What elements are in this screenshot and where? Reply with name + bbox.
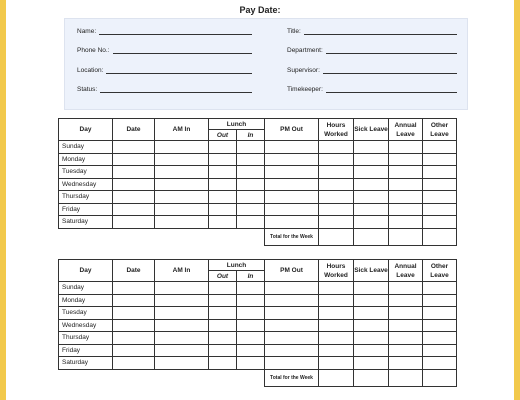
col-lunch-in-header: In [237,271,265,282]
col-hours-header: Hours Worked [319,119,354,141]
entry-cell[interactable] [265,203,319,216]
entry-cell[interactable] [389,307,423,320]
day-label: Saturday [59,357,113,370]
entry-cell[interactable] [155,216,209,229]
table-row [59,307,457,320]
entry-cell[interactable] [209,191,237,204]
entry-cell[interactable] [237,203,265,216]
entry-cell[interactable] [319,357,354,370]
entry-cell[interactable] [265,294,319,307]
entry-cell[interactable] [354,153,389,166]
day-label: Monday [59,294,113,307]
entry-cell[interactable] [113,166,155,179]
entry-cell[interactable] [265,153,319,166]
table-row [59,344,457,357]
entry-cell[interactable] [209,153,237,166]
timesheet-table-week-1 [58,118,457,246]
entry-cell[interactable] [237,166,265,179]
entry-cell[interactable] [113,294,155,307]
table-row [59,357,457,370]
entry-cell[interactable] [389,332,423,345]
status-field[interactable]: Status: [77,85,252,93]
entry-cell[interactable] [423,153,457,166]
entry-cell[interactable] [209,332,237,345]
total-cell[interactable] [354,369,389,386]
entry-cell[interactable] [265,282,319,295]
entry-cell[interactable] [209,357,237,370]
entry-cell[interactable] [319,344,354,357]
entry-cell[interactable] [265,319,319,332]
col-am-in-header: AM In [155,260,209,282]
entry-cell[interactable] [423,216,457,229]
pay-date-label: Pay Date: [239,5,281,15]
table-row [59,178,457,191]
total-cell[interactable] [354,228,389,245]
entry-cell[interactable] [354,141,389,154]
entry-cell[interactable] [113,216,155,229]
entry-cell[interactable] [155,141,209,154]
entry-cell[interactable] [423,203,457,216]
entry-cell[interactable] [113,319,155,332]
entry-cell[interactable] [354,319,389,332]
entry-cell[interactable] [319,282,354,295]
entry-cell[interactable] [423,141,457,154]
table-row [59,203,457,216]
entry-cell[interactable] [155,294,209,307]
entry-cell[interactable] [354,344,389,357]
entry-cell[interactable] [423,282,457,295]
entry-cell[interactable] [113,191,155,204]
entry-cell[interactable] [354,294,389,307]
supervisor-field[interactable]: Supervisor: [287,66,457,74]
entry-cell[interactable] [389,344,423,357]
day-label: Tuesday [59,166,113,179]
entry-cell[interactable] [237,282,265,295]
entry-cell[interactable] [389,178,423,191]
col-annual-header: Annual Leave [389,119,423,141]
phone-field[interactable]: Phone No.: [77,46,252,54]
entry-cell[interactable] [423,332,457,345]
entry-cell[interactable] [237,319,265,332]
table-row [59,216,457,229]
entry-cell[interactable] [113,178,155,191]
total-spacer [59,369,265,386]
col-am-in-header: AM In [155,119,209,141]
total-cell[interactable] [423,228,457,245]
entry-cell[interactable] [209,282,237,295]
entry-cell[interactable] [209,319,237,332]
entry-cell[interactable] [209,141,237,154]
entry-cell[interactable] [155,319,209,332]
day-label: Sunday [59,282,113,295]
entry-cell[interactable] [155,332,209,345]
col-lunch-header: Lunch [209,260,265,271]
col-lunch-in-header: In [237,130,265,141]
entry-cell[interactable] [265,191,319,204]
entry-cell[interactable] [155,344,209,357]
entry-cell[interactable] [155,153,209,166]
entry-cell[interactable] [319,332,354,345]
day-label: Thursday [59,191,113,204]
day-label: Wednesday [59,178,113,191]
timekeeper-field[interactable]: Timekeeper: [287,85,457,93]
entry-cell[interactable] [265,216,319,229]
entry-cell[interactable] [237,357,265,370]
total-cell[interactable] [423,369,457,386]
entry-cell[interactable] [354,332,389,345]
day-label: Tuesday [59,307,113,320]
col-lunch-out-header: Out [209,271,237,282]
day-label: Monday [59,153,113,166]
entry-cell[interactable] [423,307,457,320]
entry-cell[interactable] [265,332,319,345]
day-label: Friday [59,344,113,357]
entry-cell[interactable] [265,344,319,357]
entry-cell[interactable] [354,216,389,229]
entry-cell[interactable] [209,203,237,216]
table-row [59,153,457,166]
entry-cell[interactable] [237,307,265,320]
entry-cell[interactable] [319,203,354,216]
entry-cell[interactable] [354,191,389,204]
entry-cell[interactable] [265,307,319,320]
day-label: Wednesday [59,319,113,332]
entry-cell[interactable] [354,307,389,320]
timesheet-page [6,0,514,400]
entry-cell[interactable] [265,166,319,179]
col-day-header: Day [59,260,113,282]
entry-cell[interactable] [155,307,209,320]
col-lunch-out-header: Out [209,130,237,141]
entry-cell[interactable] [209,166,237,179]
entry-cell[interactable] [354,203,389,216]
entry-cell[interactable] [354,178,389,191]
entry-cell[interactable] [113,332,155,345]
entry-cell[interactable] [389,153,423,166]
total-row [59,228,457,245]
name-field[interactable]: Name: [77,27,252,35]
entry-cell[interactable] [237,141,265,154]
col-other-header: Other Leave [423,260,457,282]
entry-cell[interactable] [155,166,209,179]
entry-cell[interactable] [237,294,265,307]
table-row [59,141,457,154]
entry-cell[interactable] [209,178,237,191]
total-cell[interactable] [319,228,354,245]
entry-cell[interactable] [319,166,354,179]
entry-cell[interactable] [155,191,209,204]
entry-cell[interactable] [209,344,237,357]
col-hours-header: Hours Worked [319,260,354,282]
entry-cell[interactable] [237,216,265,229]
entry-cell[interactable] [265,178,319,191]
entry-cell[interactable] [113,344,155,357]
employee-info-box [64,18,468,110]
location-field[interactable]: Location: [77,66,252,74]
col-pm-out-header: PM Out [265,260,319,282]
total-cell[interactable] [319,369,354,386]
col-date-header: Date [113,260,155,282]
title-field[interactable]: Title: [287,27,457,35]
entry-cell[interactable] [423,191,457,204]
col-sick-header: Sick Leave [354,260,389,282]
table-row [59,319,457,332]
entry-cell[interactable] [389,141,423,154]
entry-cell[interactable] [237,178,265,191]
day-label: Thursday [59,332,113,345]
table-row [59,332,457,345]
entry-cell[interactable] [389,166,423,179]
total-week-label: Total for the Week [265,228,319,245]
entry-cell[interactable] [423,357,457,370]
entry-cell[interactable] [389,191,423,204]
entry-cell[interactable] [155,282,209,295]
entry-cell[interactable] [237,332,265,345]
entry-cell[interactable] [113,141,155,154]
table-row [59,294,457,307]
entry-cell[interactable] [209,294,237,307]
col-pm-out-header: PM Out [265,119,319,141]
entry-cell[interactable] [389,216,423,229]
entry-cell[interactable] [319,178,354,191]
entry-cell[interactable] [354,166,389,179]
col-other-header: Other Leave [423,119,457,141]
entry-cell[interactable] [113,153,155,166]
entry-cell[interactable] [113,203,155,216]
entry-cell[interactable] [209,216,237,229]
entry-cell[interactable] [423,294,457,307]
entry-cell[interactable] [113,282,155,295]
entry-cell[interactable] [319,141,354,154]
entry-cell[interactable] [389,203,423,216]
entry-cell[interactable] [423,319,457,332]
entry-cell[interactable] [237,191,265,204]
entry-cell[interactable] [237,344,265,357]
entry-cell[interactable] [423,344,457,357]
col-day-header: Day [59,119,113,141]
entry-cell[interactable] [389,319,423,332]
entry-cell[interactable] [113,357,155,370]
entry-cell[interactable] [265,357,319,370]
entry-cell[interactable] [423,178,457,191]
table-row [59,282,457,295]
entry-cell[interactable] [389,282,423,295]
entry-cell[interactable] [209,307,237,320]
entry-cell[interactable] [354,282,389,295]
col-date-header: Date [113,119,155,141]
col-lunch-header: Lunch [209,119,265,130]
entry-cell[interactable] [319,216,354,229]
col-sick-header: Sick Leave [354,119,389,141]
entry-cell[interactable] [319,307,354,320]
timesheet-table-week-2 [58,259,457,387]
total-cell[interactable] [389,369,423,386]
day-label: Sunday [59,141,113,154]
entry-cell[interactable] [423,166,457,179]
entry-cell[interactable] [237,153,265,166]
entry-cell[interactable] [389,357,423,370]
day-label: Saturday [59,216,113,229]
entry-cell[interactable] [155,357,209,370]
day-label: Friday [59,203,113,216]
total-week-label: Total for the Week [265,369,319,386]
entry-cell[interactable] [319,191,354,204]
department-field[interactable]: Department: [287,46,457,54]
total-spacer [59,228,265,245]
entry-cell[interactable] [265,141,319,154]
col-annual-header: Annual Leave [389,260,423,282]
entry-cell[interactable] [354,357,389,370]
entry-cell[interactable] [319,153,354,166]
total-cell[interactable] [389,228,423,245]
total-row [59,369,457,386]
entry-cell[interactable] [319,319,354,332]
entry-cell[interactable] [113,307,155,320]
entry-cell[interactable] [389,294,423,307]
entry-cell[interactable] [155,203,209,216]
table-row [59,166,457,179]
table-row [59,191,457,204]
entry-cell[interactable] [319,294,354,307]
entry-cell[interactable] [155,178,209,191]
